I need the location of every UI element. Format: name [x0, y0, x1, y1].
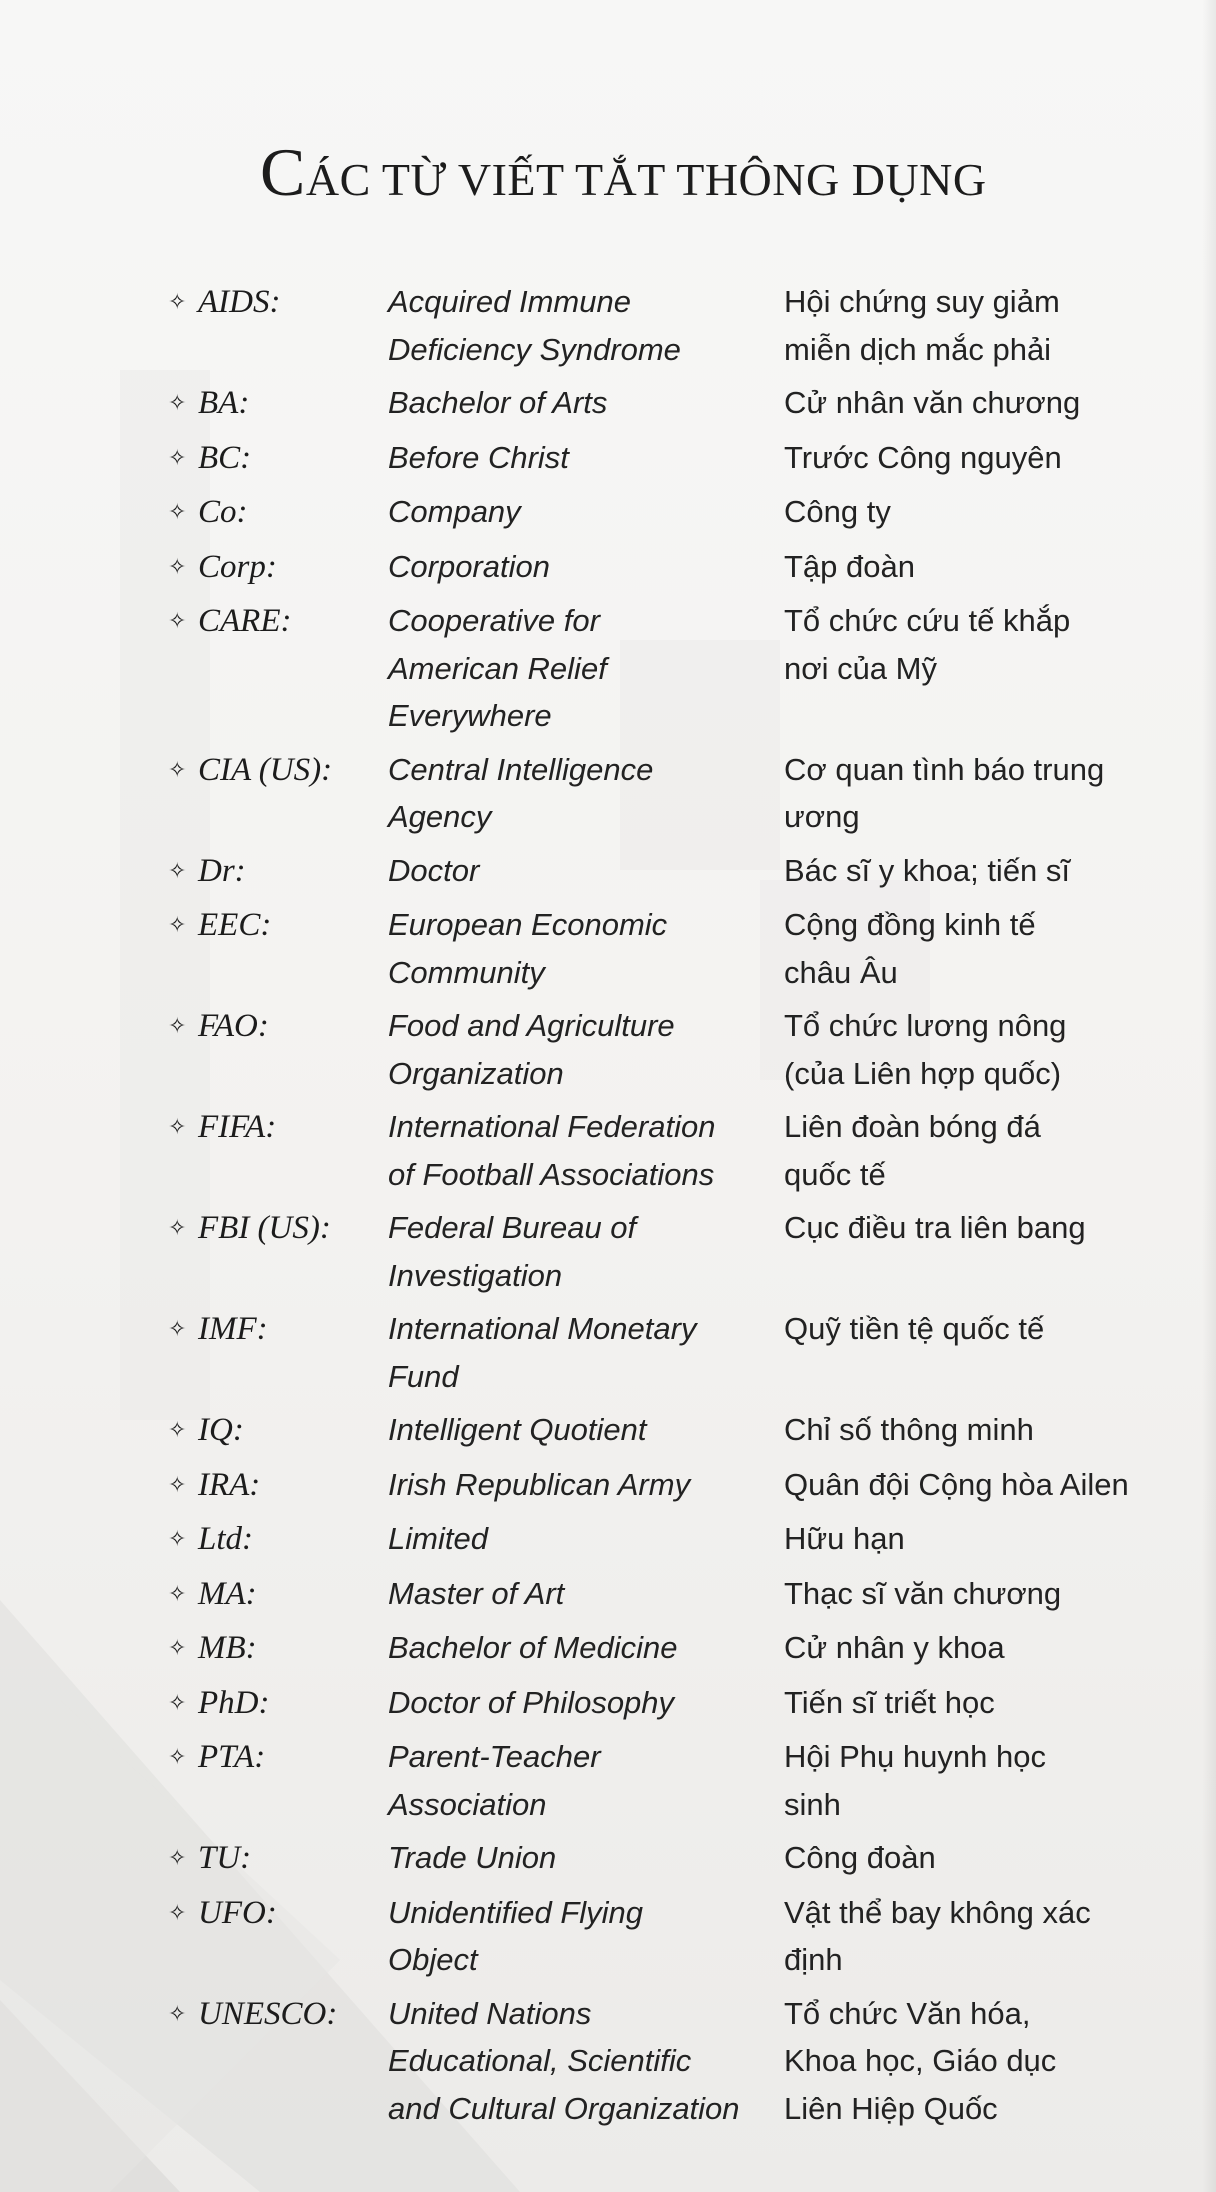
diamond-bullet-icon: ✧: [168, 1744, 187, 1769]
english-meaning: Corporation: [388, 548, 550, 584]
abbreviation-code: UFO:: [198, 1894, 277, 1931]
abbreviation-code: Corp:: [198, 548, 277, 585]
diamond-bullet-icon: ✧: [168, 912, 187, 937]
abbreviation-code: PhD:: [198, 1684, 270, 1721]
english-meaning: International Monetary Fund: [388, 1311, 697, 1394]
abbreviation-term: [168, 1103, 388, 1152]
abbreviation-entry: [168, 847, 1168, 896]
abbreviation-code: CARE:: [198, 603, 292, 639]
english-meaning: Acquired Immune Deficiency Syndrome: [388, 284, 681, 367]
title-initial: C: [260, 134, 306, 210]
diamond-bullet-icon: ✧: [168, 756, 187, 782]
abbreviation-term: [168, 1002, 388, 1051]
abbreviation-entry: [168, 901, 1168, 996]
english-meaning: Limited: [388, 1521, 488, 1556]
abbreviation-term: [168, 597, 388, 646]
abbreviation-code: BC:: [198, 439, 252, 476]
diamond-bullet-icon: ✧: [168, 1013, 187, 1038]
diamond-bullet-icon: ✧: [168, 2000, 187, 2026]
abbreviation-term: [168, 1624, 388, 1673]
diamond-bullet-icon: ✧: [168, 1899, 187, 1925]
abbreviation-code: MB:: [198, 1630, 257, 1666]
abbreviation-term: [168, 1570, 388, 1619]
abbreviation-entry: [168, 1103, 1168, 1198]
vietnamese-meaning: Công đoàn: [784, 1840, 936, 1875]
abbreviation-code: AIDS:: [198, 284, 281, 320]
abbreviation-entry: [168, 1406, 1168, 1455]
vietnamese-meaning: Thạc sĩ văn chương: [784, 1575, 1062, 1611]
diamond-bullet-icon: ✧: [168, 1689, 187, 1715]
abbreviation-entry: [168, 1990, 1168, 2133]
diamond-bullet-icon: ✧: [168, 857, 187, 883]
diamond-bullet-icon: ✧: [168, 1215, 187, 1240]
abbreviation-entry: [168, 1733, 1168, 1828]
abbreviation-code: Co:: [198, 494, 248, 530]
abbreviation-entry: [168, 488, 1168, 537]
abbreviation-entry: [168, 1204, 1168, 1299]
english-meaning: Intelligent Quotient: [388, 1412, 647, 1447]
english-meaning: Irish Republican Army: [388, 1466, 691, 1502]
abbreviation-code: Ltd:: [198, 1521, 254, 1557]
abbreviation-term: [168, 434, 388, 483]
diamond-bullet-icon: ✧: [168, 1417, 187, 1442]
english-meaning: Before Christ: [388, 439, 569, 475]
abbreviation-code: PTA:: [198, 1739, 266, 1775]
english-meaning: Unidentified Flying Object: [388, 1894, 644, 1977]
abbreviation-entry: [168, 1889, 1168, 1984]
abbreviation-term: [168, 1515, 388, 1564]
abbreviation-term: [168, 278, 388, 327]
english-meaning: International Federation of Football Associations: [388, 1109, 716, 1192]
abbreviation-term: [168, 746, 388, 795]
english-meaning: Food and Agriculture Organization: [388, 1008, 675, 1091]
abbreviation-term: [168, 488, 388, 537]
abbreviation-entry: [168, 434, 1168, 483]
abbreviation-code: TU:: [198, 1840, 252, 1876]
vietnamese-meaning: Tập đoàn: [784, 548, 915, 584]
vietnamese-meaning: Tổ chức cứu tế khắp nơi của Mỹ: [784, 603, 1071, 686]
page-edge-shadow: [1202, 0, 1216, 2192]
vietnamese-meaning: Hội chứng suy giảm miễn dịch mắc phải: [784, 284, 1060, 367]
diamond-bullet-icon: ✧: [168, 1316, 187, 1341]
abbreviation-entry: [168, 1624, 1168, 1673]
english-meaning: United Nations Educational, Scientific and Cultural Organization: [388, 1995, 740, 2126]
abbreviation-code: MA:: [198, 1575, 257, 1612]
abbreviation-entry: [168, 746, 1168, 841]
english-meaning: Cooperative for American Relief Everywhere: [388, 603, 607, 733]
abbreviation-entry: [168, 278, 1168, 373]
vietnamese-meaning: Hội Phụ huynh học sinh: [784, 1739, 1046, 1822]
english-meaning: European Economic Community: [388, 907, 668, 990]
english-meaning: Central Intelligence Agency: [388, 751, 654, 834]
abbreviation-term: [168, 1889, 388, 1938]
diamond-bullet-icon: ✧: [168, 608, 187, 633]
diamond-bullet-icon: ✧: [168, 553, 187, 579]
abbreviation-term: [168, 543, 388, 592]
abbreviation-code: BA:: [198, 385, 250, 421]
abbreviation-entry: [168, 1679, 1168, 1728]
abbreviation-code: IRA:: [198, 1466, 261, 1503]
abbreviation-entry: [168, 1515, 1168, 1564]
abbreviation-term: [168, 901, 388, 950]
abbreviation-term: [168, 1406, 388, 1455]
page-title: [260, 134, 1140, 210]
abbreviation-entry: [168, 1461, 1168, 1510]
diamond-bullet-icon: ✧: [168, 1114, 187, 1139]
vietnamese-meaning: Trước Công nguyên: [784, 439, 1062, 475]
abbreviation-term: [168, 379, 388, 428]
abbreviation-entry: [168, 1834, 1168, 1883]
english-meaning: Trade Union: [388, 1840, 557, 1875]
diamond-bullet-icon: ✧: [168, 1635, 187, 1660]
abbreviation-term: [168, 1305, 388, 1354]
abbreviation-entry: [168, 1305, 1168, 1400]
abbreviation-entry: [168, 1570, 1168, 1619]
abbreviation-code: UNESCO:: [198, 1995, 338, 2032]
abbreviation-term: [168, 1733, 388, 1782]
diamond-bullet-icon: ✧: [168, 1526, 187, 1551]
diamond-bullet-icon: ✧: [168, 1471, 187, 1497]
abbreviation-term: [168, 1679, 388, 1728]
vietnamese-meaning: Cộng đồng kinh tế châu Âu: [784, 907, 1036, 990]
diamond-bullet-icon: ✧: [168, 444, 187, 470]
vietnamese-meaning: Tổ chức lương nông (của Liên hợp quốc): [784, 1008, 1067, 1091]
english-meaning: Master of Art: [388, 1575, 565, 1611]
title-rest: ÁC TỪ VIẾT TẮT THÔNG DỤNG: [305, 154, 987, 205]
english-meaning: Bachelor of Arts: [388, 385, 608, 420]
abbreviation-entry: [168, 543, 1168, 592]
diamond-bullet-icon: ✧: [168, 289, 187, 314]
vietnamese-meaning: Bác sĩ y khoa; tiến sĩ: [784, 852, 1071, 888]
abbreviation-code: FBI (US):: [198, 1210, 331, 1246]
abbreviation-term: [168, 1834, 388, 1883]
abbreviation-code: IQ:: [198, 1412, 244, 1448]
vietnamese-meaning: Vật thể bay không xác định: [784, 1894, 1091, 1977]
vietnamese-meaning: Cục điều tra liên bang: [784, 1210, 1086, 1245]
abbreviation-term: [168, 847, 388, 896]
abbreviation-code: EEC:: [198, 907, 272, 943]
vietnamese-meaning: Quân đội Cộng hòa Ailen: [784, 1466, 1129, 1502]
abbreviation-term: [168, 1461, 388, 1510]
english-meaning: Doctor of Philosophy: [388, 1684, 675, 1720]
vietnamese-meaning: Cơ quan tình báo trung ương: [784, 751, 1105, 834]
abbreviation-entry: [168, 597, 1168, 740]
vietnamese-meaning: Cử nhân y khoa: [784, 1630, 1005, 1665]
english-meaning: Federal Bureau of Investigation: [388, 1210, 637, 1293]
vietnamese-meaning: Liên đoàn bóng đá quốc tế: [784, 1109, 1041, 1192]
diamond-bullet-icon: ✧: [168, 1580, 187, 1606]
diamond-bullet-icon: ✧: [168, 499, 187, 524]
diamond-bullet-icon: ✧: [168, 390, 187, 415]
vietnamese-meaning: Cử nhân văn chương: [784, 385, 1081, 420]
abbreviation-list: [168, 278, 1168, 2138]
abbreviation-term: [168, 1204, 388, 1253]
abbreviation-code: IMF:: [198, 1311, 268, 1347]
diamond-bullet-icon: ✧: [168, 1845, 187, 1870]
abbreviation-code: CIA (US):: [198, 751, 333, 788]
english-meaning: Company: [388, 494, 521, 529]
abbreviation-entry: [168, 1002, 1168, 1097]
vietnamese-meaning: Quỹ tiền tệ quốc tế: [784, 1311, 1045, 1346]
abbreviation-term: [168, 1990, 388, 2039]
vietnamese-meaning: Hữu hạn: [784, 1521, 905, 1556]
english-meaning: Doctor: [388, 852, 480, 888]
abbreviation-code: FAO:: [198, 1008, 269, 1044]
abbreviation-code: FIFA:: [198, 1109, 277, 1145]
vietnamese-meaning: Tiến sĩ triết học: [784, 1684, 995, 1720]
abbreviation-code: Dr:: [198, 852, 246, 889]
english-meaning: Parent-Teacher Association: [388, 1739, 601, 1822]
vietnamese-meaning: Công ty: [784, 494, 891, 529]
english-meaning: Bachelor of Medicine: [388, 1630, 678, 1665]
vietnamese-meaning: Chỉ số thông minh: [784, 1412, 1034, 1447]
vietnamese-meaning: Tổ chức Văn hóa, Khoa học, Giáo dục Liên Hiệp Quốc: [784, 1995, 1057, 2126]
abbreviation-entry: [168, 379, 1168, 428]
